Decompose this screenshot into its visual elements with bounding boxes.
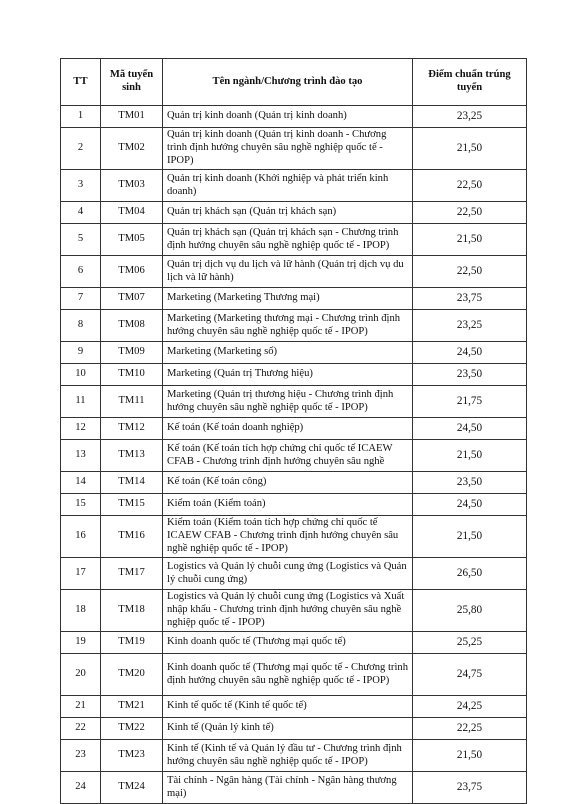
row-tt-cell: 19 (61, 632, 101, 654)
table-row (61, 128, 527, 170)
row-ma-cell: TM01 (101, 106, 163, 128)
row-ten-cell: Tài chính - Ngân hàng (Tài chính - Ngân hàng thương mại) (163, 772, 413, 804)
row-ma-cell: TM17 (101, 558, 163, 590)
table-row (61, 342, 527, 364)
row-diem-cell: 24,50 (413, 342, 527, 364)
row-ma-cell: TM19 (101, 632, 163, 654)
row-ten-cell: Kinh doanh quốc tế (Thương mại quốc tế) (163, 632, 413, 654)
row-diem-cell: 21,50 (413, 224, 527, 256)
row-tt-cell: 24 (61, 772, 101, 804)
row-diem-cell: 23,50 (413, 472, 527, 494)
row-tt-cell: 5 (61, 224, 101, 256)
row-ten-cell: Kinh tế (Kinh tế và Quản lý đầu tư - Chương trình định hướng chuyên sâu nghề nghiệp quốc tế - IPOP) (163, 740, 413, 772)
row-tt-cell: 22 (61, 718, 101, 740)
row-tt-cell: 12 (61, 418, 101, 440)
header-diem: Điểm chuẩn trúng tuyển (413, 59, 527, 106)
table-row (61, 418, 527, 440)
table-body (61, 106, 527, 804)
row-tt-cell: 10 (61, 364, 101, 386)
row-tt-cell: 9 (61, 342, 101, 364)
row-diem-cell: 23,75 (413, 772, 527, 804)
row-ten-cell: Kiểm toán (Kiểm toán) (163, 494, 413, 516)
row-tt-cell: 15 (61, 494, 101, 516)
row-ma-cell: TM23 (101, 740, 163, 772)
table-row (61, 310, 527, 342)
header-tt: TT (61, 59, 101, 106)
row-ten-cell: Marketing (Quản trị Thương hiệu) (163, 364, 413, 386)
row-diem-cell: 23,25 (413, 310, 527, 342)
table-row (61, 224, 527, 256)
row-diem-cell: 24,25 (413, 696, 527, 718)
table-row (61, 718, 527, 740)
row-tt-cell: 1 (61, 106, 101, 128)
row-ten-cell: Marketing (Quản trị thương hiệu - Chương trình định hướng chuyên sâu nghề nghiệp quốc tế - IPOP) (163, 386, 413, 418)
row-ten-cell: Quản trị khách sạn (Quản trị khách sạn) (163, 202, 413, 224)
row-ten-cell: Kinh doanh quốc tế (Thương mại quốc tế - Chương trình định hướng chuyên sâu nghề nghiệp quốc tế - IPOP) (163, 654, 413, 696)
row-tt-cell: 20 (61, 654, 101, 696)
row-tt-cell: 8 (61, 310, 101, 342)
row-tt-cell: 21 (61, 696, 101, 718)
table-row (61, 472, 527, 494)
row-ma-cell: TM04 (101, 202, 163, 224)
row-ten-cell: Kinh tế quốc tế (Kinh tế quốc tế) (163, 696, 413, 718)
table-row (61, 558, 527, 590)
row-ma-cell: TM20 (101, 654, 163, 696)
row-ma-cell: TM18 (101, 590, 163, 632)
table-row (61, 288, 527, 310)
row-ma-cell: TM14 (101, 472, 163, 494)
row-diem-cell: 21,50 (413, 128, 527, 170)
row-ma-cell: TM07 (101, 288, 163, 310)
row-ten-cell: Kế toán (Kế toán công) (163, 472, 413, 494)
row-ma-cell: TM09 (101, 342, 163, 364)
row-ma-cell: TM05 (101, 224, 163, 256)
row-diem-cell: 23,50 (413, 364, 527, 386)
header-ma: Mã tuyển sinh (101, 59, 163, 106)
header-ten: Tên ngành/Chương trình đào tạo (163, 59, 413, 106)
row-ma-cell: TM24 (101, 772, 163, 804)
row-tt-cell: 11 (61, 386, 101, 418)
table-row (61, 170, 527, 202)
row-diem-cell: 23,25 (413, 106, 527, 128)
table-row (61, 494, 527, 516)
table-row (61, 740, 527, 772)
row-ten-cell: Marketing (Marketing số) (163, 342, 413, 364)
row-ten-cell: Logistics và Quản lý chuỗi cung ứng (Logistics và Xuất nhập khẩu - Chương trình định hướng chuyên sâu nghề nghiệp quốc tế - IPOP) (163, 590, 413, 632)
table-row (61, 772, 527, 804)
row-diem-cell: 24,50 (413, 494, 527, 516)
table-row (61, 106, 527, 128)
row-diem-cell: 25,25 (413, 632, 527, 654)
row-diem-cell: 22,50 (413, 170, 527, 202)
row-ten-cell: Quản trị dịch vụ du lịch và lữ hành (Quản trị dịch vụ du lịch và lữ hành) (163, 256, 413, 288)
row-diem-cell: 21,50 (413, 740, 527, 772)
row-ma-cell: TM06 (101, 256, 163, 288)
table-row (61, 440, 527, 472)
table-row (61, 696, 527, 718)
row-ten-cell: Kiểm toán (Kiểm toán tích hợp chứng chỉ quốc tế ICAEW CFAB - Chương trình định hướng chuyên sâu nghề nghiệp quốc tế - IPOP) (163, 516, 413, 558)
row-diem-cell: 21,50 (413, 440, 527, 472)
row-diem-cell: 21,75 (413, 386, 527, 418)
row-tt-cell: 4 (61, 202, 101, 224)
row-tt-cell: 17 (61, 558, 101, 590)
table-header-row (61, 59, 527, 106)
row-tt-cell: 3 (61, 170, 101, 202)
table-row (61, 654, 527, 696)
table-row (61, 364, 527, 386)
table-row (61, 256, 527, 288)
row-ten-cell: Quản trị kinh doanh (Quản trị kinh doanh) (163, 106, 413, 128)
row-ten-cell: Logistics và Quản lý chuỗi cung ứng (Logistics và Quản lý chuỗi cung ứng) (163, 558, 413, 590)
row-tt-cell: 18 (61, 590, 101, 632)
row-ten-cell: Marketing (Marketing thương mại - Chương trình định hướng chuyên sâu nghề nghiệp quốc tế - IPOP) (163, 310, 413, 342)
row-ma-cell: TM22 (101, 718, 163, 740)
row-ma-cell: TM08 (101, 310, 163, 342)
row-ma-cell: TM15 (101, 494, 163, 516)
row-tt-cell: 23 (61, 740, 101, 772)
row-tt-cell: 16 (61, 516, 101, 558)
row-ma-cell: TM10 (101, 364, 163, 386)
row-ten-cell: Kế toán (Kế toán tích hợp chứng chỉ quốc tế ICAEW CFAB - Chương trình định hướng chuyên sâu nghề (163, 440, 413, 472)
row-ma-cell: TM02 (101, 128, 163, 170)
row-diem-cell: 26,50 (413, 558, 527, 590)
row-ten-cell: Quản trị kinh doanh (Quản trị kinh doanh - Chương trình định hướng chuyên sâu nghề nghiệp quốc tế - IPOP) (163, 128, 413, 170)
row-ma-cell: TM03 (101, 170, 163, 202)
row-ten-cell: Marketing (Marketing Thương mại) (163, 288, 413, 310)
row-diem-cell: 24,50 (413, 418, 527, 440)
row-ten-cell: Quản trị kinh doanh (Khởi nghiệp và phát triển kinh doanh) (163, 170, 413, 202)
row-diem-cell: 25,80 (413, 590, 527, 632)
row-tt-cell: 6 (61, 256, 101, 288)
table-row (61, 202, 527, 224)
row-diem-cell: 23,75 (413, 288, 527, 310)
table-row (61, 590, 527, 632)
table-row (61, 386, 527, 418)
row-diem-cell: 22,50 (413, 256, 527, 288)
row-ma-cell: TM11 (101, 386, 163, 418)
row-tt-cell: 13 (61, 440, 101, 472)
row-ten-cell: Kinh tế (Quản lý kinh tế) (163, 718, 413, 740)
admission-score-table (60, 58, 527, 804)
row-diem-cell: 22,50 (413, 202, 527, 224)
row-tt-cell: 2 (61, 128, 101, 170)
row-diem-cell: 22,25 (413, 718, 527, 740)
row-ma-cell: TM16 (101, 516, 163, 558)
row-diem-cell: 24,75 (413, 654, 527, 696)
row-ma-cell: TM13 (101, 440, 163, 472)
row-ma-cell: TM12 (101, 418, 163, 440)
table-row (61, 632, 527, 654)
row-ten-cell: Quản trị khách sạn (Quản trị khách sạn - Chương trình định hướng chuyên sâu nghề nghiệp quốc tế - IPOP) (163, 224, 413, 256)
table-row (61, 516, 527, 558)
row-ten-cell: Kế toán (Kế toán doanh nghiệp) (163, 418, 413, 440)
row-tt-cell: 7 (61, 288, 101, 310)
row-ma-cell: TM21 (101, 696, 163, 718)
row-tt-cell: 14 (61, 472, 101, 494)
row-diem-cell: 21,50 (413, 516, 527, 558)
